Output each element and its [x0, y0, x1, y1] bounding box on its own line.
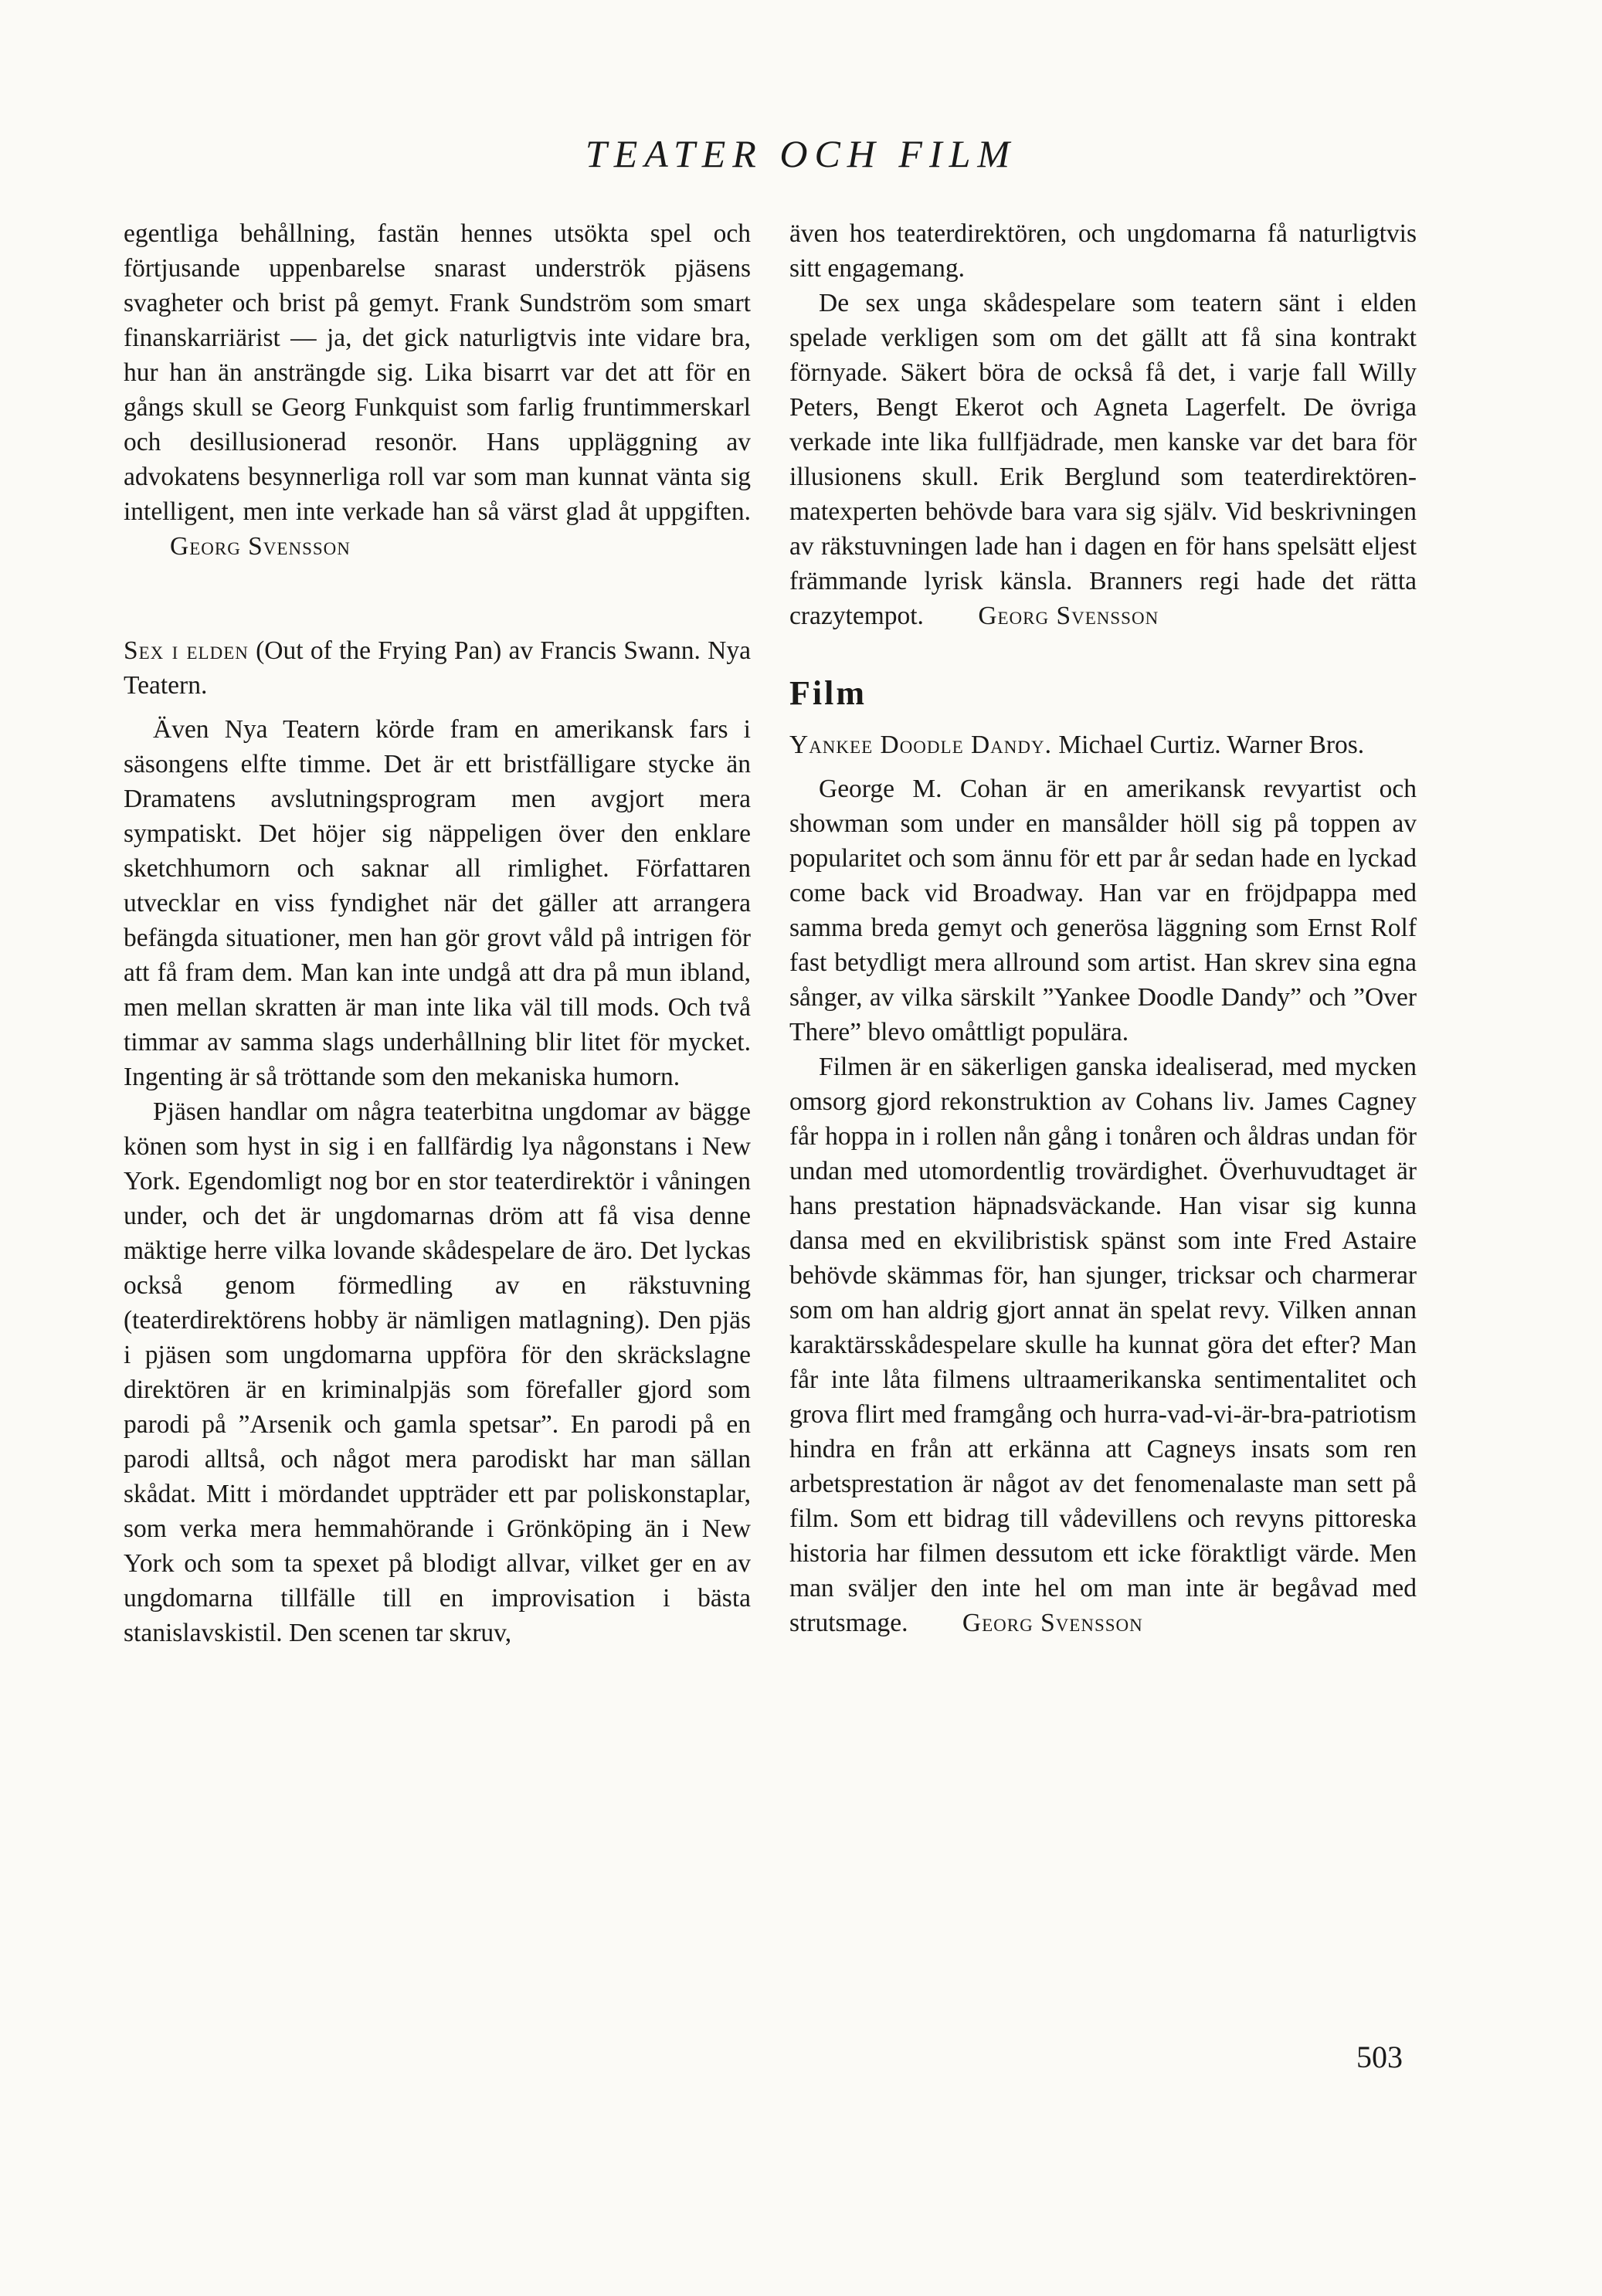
film-signature: Georg Svensson: [962, 1609, 1143, 1637]
review-signature: Georg Svensson: [978, 602, 1159, 630]
page-number: 503: [1356, 2040, 1403, 2074]
section-title-film: Film: [789, 674, 867, 712]
review-paragraph: De sex unga skådespelare som teatern sänt i elden spelade verkligen som om det gällt att få sina kontrakt förnyade. Säkert böra de också få det, i varje fall Willy Peters, Bengt Ekerot och Agneta Lagerfelt. De övriga verkade inte lika fullfjädrade, men kanske var det bara för illusionens skull. Erik Berglund som teaterdirektören-matexperten behövde bara vara sig själv. Vid beskrivningen av räkstuvningen lade han i dagen en för hans spelsätt eljest främmande lyrisk känsla. Branners regi hade det rätta crazytempot. Georg Svensson: [789, 286, 1417, 633]
spacer: [124, 564, 751, 633]
review-continuation-paragraph: egentliga behållning, fastän hennes utsökta spel och förtjusande uppenbarelse snarast underströk pjäsens svagheter och brist på gemyt. Frank Sundström som smart finanskarriärist — ja, det gick naturligtvis inte vidare bra, hur han än ansträngde sig. Lika bisarrt var det att för en gångs skull se Georg Funkquist som farlig fruntimmerskarl och desillusionerad resonör. Hans uppläggning av advokatens besynnerliga roll var som man kunnat vänta sig intelligent, men inte verkade han så värst glad åt uppgiften. Georg Svensson: [124, 216, 751, 564]
review-paragraph: Pjäsen handlar om några teaterbitna ungdomar av bägge könen som hyst in sig i en fallfärdig lya någonstans i New York. Egendomligt nog bor en stor teaterdirektör i våningen under, och det är ungdomarnas dröm att få visa denne mäktige herre vilka lovande skådespelare de äro. Det lyckas också genom förmedling av en räkstuvning (teaterdirektörens hobby är nämligen matlagning). Den pjäs i pjäsen som ungdomarna uppföra för den skräckslagne direktören är en kriminalpjäs som förefaller gjord som parodi på ”Arsenik och gamla spetsar”. En parodi på en parodi alltså, och något mera parodiskt har man sällan skådat. Mitt i mördandet uppträder ett par poliskonstaplar, som verka mera hemmahörande i Grönköping än i New York och som ta spexet på blodigt allvar, vilket ger en av ungdomarna tillfälle till en improvisation i bästa stanislavskistil. Den scenen tar skruv,: [124, 1097, 751, 1647]
right-column: [789, 216, 1417, 1640]
film-heading: Yankee Doodle Dandy. Michael Curtiz. Warner Bros.: [789, 731, 1365, 759]
left-column: [124, 216, 751, 1650]
review-heading: Sex i elden (Out of the Frying Pan) av Francis Swann. Nya Teatern.: [124, 636, 751, 700]
running-title: TEATER OCH FILM: [585, 132, 1017, 175]
film-paragraph: George M. Cohan är en amerikansk revyartist och showman som under en mansålder höll sig på toppen av popularitet och som ännu för ett par år sedan hade en lyckad come back vid Broadway. Han var en fröjdpappa med samma breda gemyt och generösa läggning som Ernst Rolf fast betydligt mera allround som artist. Han skrev sina egna sånger, av vilka särskilt ”Yankee Doodle Dandy” och ”Over There” blevo omåttligt populära.: [789, 775, 1417, 1046]
review-paragraph: Även Nya Teatern körde fram en amerikansk fars i säsongens elfte timme. Det är ett bristfälligare stycke än Dramatens avslutningsprogram men avgjort mera sympatiskt. Det höjer sig näppeligen över den enklare sketchhumorn och saknar all rimlighet. Författaren utvecklar en viss fyndighet när det gäller att arrangera befängda situationer, men han gör grovt våld på intrigen för att få fram dem. Man kan inte undgå att dra på mun ibland, men mellan skratten är man inte lika väl till mods. Och två timmar av samma slags underhållning blir litet för mycket. Ingenting är så tröttande som den mekaniska humorn.: [124, 715, 751, 1091]
review-signature: Georg Svensson: [170, 532, 351, 561]
film-title: Yankee Doodle Dandy.: [789, 731, 1052, 759]
review-paragraph: även hos teaterdirektören, och ungdomarna få naturligtvis sitt engagemang.: [789, 219, 1417, 283]
film-paragraph: Filmen är en säkerligen ganska idealiserad, med mycken omsorg gjord rekonstruktion av Cohans liv. James Cagney får hoppa in i rollen nån gång i tonåren och åldras undan för undan med utomordentlig trovärdighet. Överhuvudtaget är hans prestation häpnadsväckande. Han visar sig kunna dansa med en ekvilibristisk spänst som inte Fred Astaire behövde skämmas för, han sjunger, tricksar och charmerar som om han aldrig gjort annat än spelat revy. Vilken annan karaktärsskådespelare skulle ha kunnat göra det efter? Man får inte låta filmens ultraamerikanska sentimentalitet och grova flirt med framgång och hurra-vad-vi-är-bra-patriotism hindra en från att erkänna att Cagneys insats som ren arbetsprestation är något av det fenomenalaste man sett på film. Som ett bidrag till vådevillens och revyns pittoreska historia har filmen dessutom ett icke föraktligt värde. Men man sväljer den inte hel om man inte är begåvad med strutsmage. Georg Svensson: [789, 1050, 1417, 1640]
review-title: Sex i elden: [124, 636, 249, 665]
